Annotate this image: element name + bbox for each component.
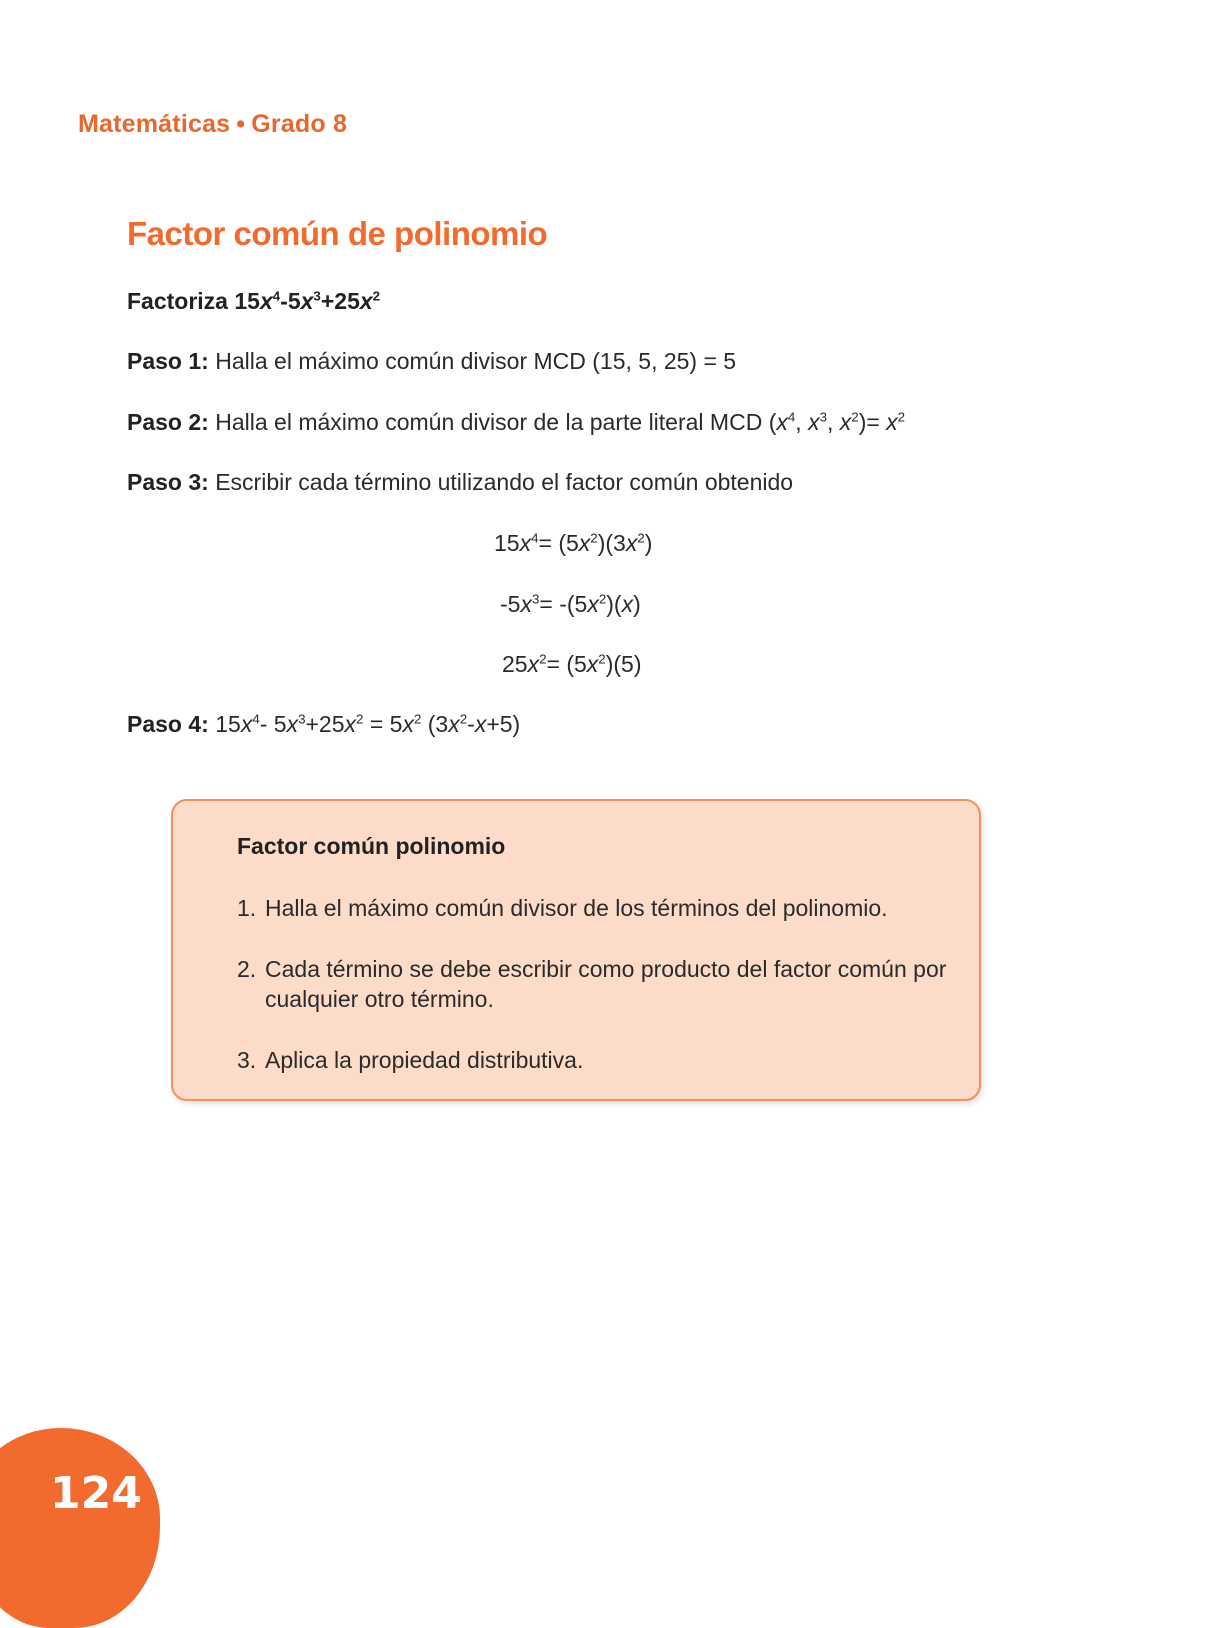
step-4-text: $15x^4-$ $5x^3+25x^2 = 5x^2$ $(3x^2-x+5)$ <box>215 711 521 737</box>
rule-item-number: 2. <box>237 956 257 982</box>
step-2 <box>127 409 905 436</box>
rule-item-number: 1. <box>237 895 257 921</box>
rule-item-text: Cada término se debe escribir como producto del factor común por cualquier otro término. <box>265 956 947 1012</box>
step-3-text: Escribir cada término utilizando el factor común obtenido <box>215 469 794 495</box>
step-3-label: Paso 3: <box>127 469 209 495</box>
rule-list <box>237 893 957 1106</box>
rule-item-text: Aplica la propiedad distributiva. <box>265 1047 584 1073</box>
equation-1: $15x^4= (5x^2)(3x^2)$ <box>494 530 653 556</box>
step-3 <box>127 469 793 496</box>
rule-box-title: Factor común polinomio <box>237 833 506 859</box>
rule-item-2 <box>237 954 957 1014</box>
rule-item-3 <box>237 1045 957 1075</box>
step-1-text: Halla el máximo común divisor MCD (15, 5, 25) = 5 <box>215 348 737 374</box>
header-grade: Grado 8 <box>251 110 348 138</box>
page-number-badge <box>0 1428 160 1628</box>
step-1-label: Paso 1: <box>127 348 209 374</box>
section-title: Factor común de polinomio <box>127 215 548 252</box>
step-1 <box>127 348 736 375</box>
header-separator: • <box>236 110 246 138</box>
running-header <box>78 110 347 139</box>
exercise-prompt: Factoriza $15x^4-5x^3+25x^2$ <box>127 288 381 314</box>
step-4 <box>127 711 520 738</box>
rule-item-text: Halla el máximo común divisor de los términos del polinomio. <box>265 895 888 921</box>
equation-3: $25x^2= (5x^2)(5)$ <box>502 651 642 677</box>
rule-item-number: 3. <box>237 1047 257 1073</box>
step-4-label: Paso 4: <box>127 711 209 737</box>
step-2-text: Halla el máximo común divisor de la parte literal MCD ($x^4$, $x^3$, $x^2)= x^2$ <box>215 409 906 435</box>
header-subject: Matemáticas <box>78 110 231 138</box>
rule-item-1 <box>237 893 957 923</box>
rule-box <box>171 799 981 1101</box>
equation-2: $-5x^3= -(5x^2)(x)$ <box>500 591 641 617</box>
step-2-label: Paso 2: <box>127 409 209 435</box>
page-number: 124 <box>50 1468 142 1519</box>
